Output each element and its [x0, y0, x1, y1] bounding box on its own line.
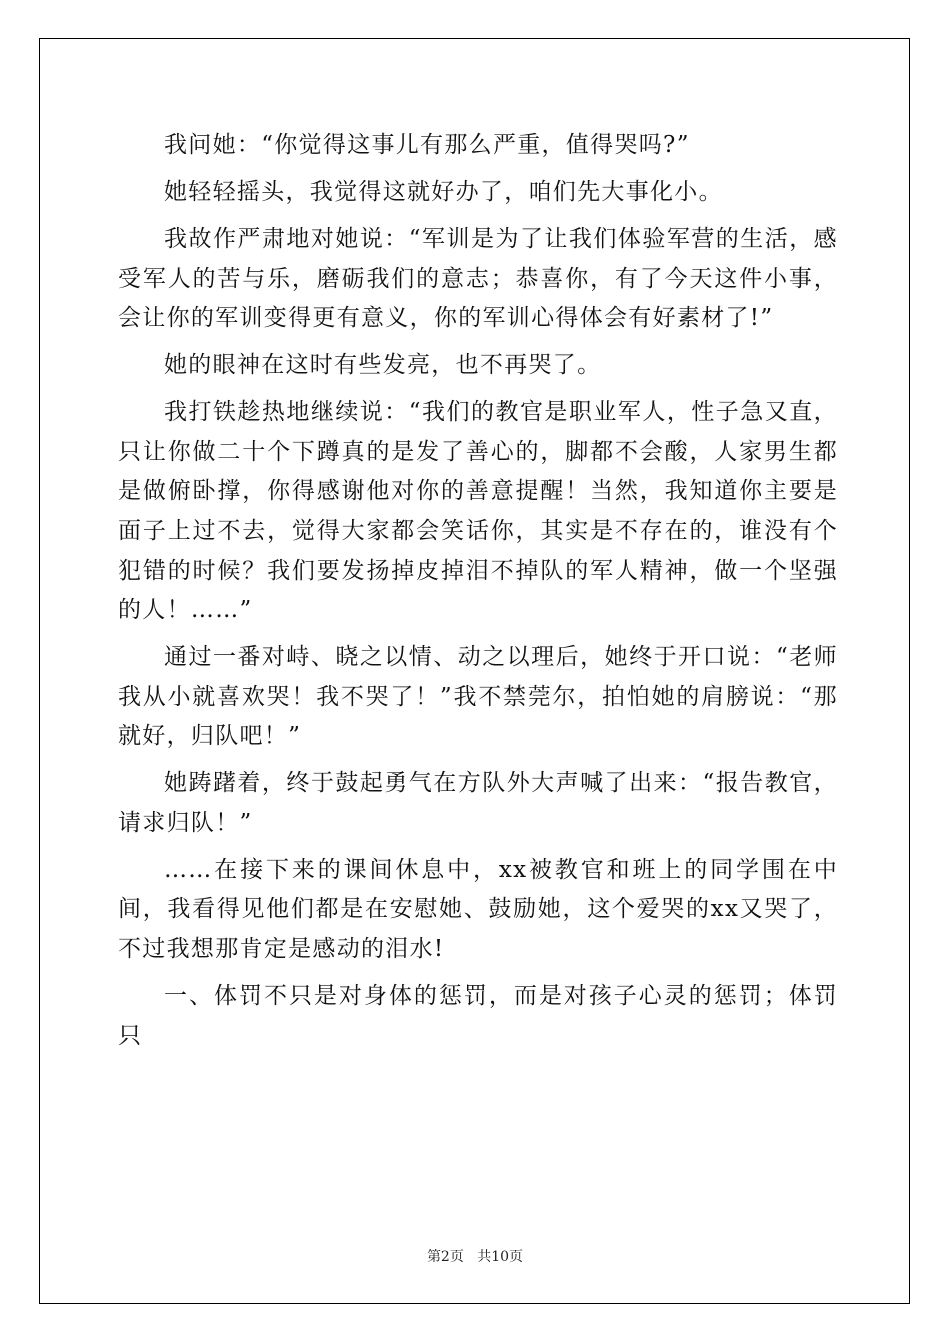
paragraph: 她踌躇着，终于鼓起勇气在方队外大声喊了出来：“报告教官，请求归队！”: [118, 770, 838, 836]
paragraph: 一、体罚不只是对身体的惩罚，而是对孩子心灵的惩罚；体罚只: [118, 983, 838, 1049]
page-total: 共10页: [477, 1249, 524, 1265]
page-number: 第2页: [426, 1249, 464, 1265]
paragraph: 她轻轻摇头，我觉得这就好办了，咱们先大事化小。: [164, 178, 723, 205]
paragraph: 她的眼神在这时有些发亮，也不再哭了。: [164, 352, 602, 379]
paragraph: 我问她：“你觉得这事儿有那么严重，值得哭吗?”: [164, 132, 690, 158]
paragraph: ……在接下来的课间休息中，xx被教官和班上的同学围在中间，我看得见他们都是在安慰她、鼓励她，这个爱哭的xx又哭了，不过我想那肯定是感动的泪水!: [118, 856, 838, 963]
document-body: [118, 126, 838, 1064]
page-footer: [0, 1246, 950, 1266]
paragraph: 我故作严肃地对她说：“军训是为了让我们体验军营的生活，感受军人的苦与乐，磨砺我们的意志；恭喜你，有了今天这件小事，会让你的军训变得更有意义，你的军训心得体会有好素材了!”: [118, 225, 838, 332]
paragraph: 通过一番对峙、晓之以情、动之以理后，她终于开口说：“老师我从小就喜欢哭！我不哭了！”我不禁莞尔，拍怕她的肩膀说：“那就好，归队吧！”: [118, 644, 838, 750]
paragraph: 我打铁趁热地继续说：“我们的教官是职业军人，性子急又直，只让你做二十个下蹲真的是发了善心的，脚都不会酸，人家男生都是做俯卧撑，你得感谢他对你的善意提醒！当然，我知道你主要是面子上过不去，觉得大家都会笑话你，其实是不存在的，谁没有个犯错的时候？我们要发扬掉皮掉泪不掉队的军人精神，做一个坚强的人！……”: [118, 399, 838, 624]
